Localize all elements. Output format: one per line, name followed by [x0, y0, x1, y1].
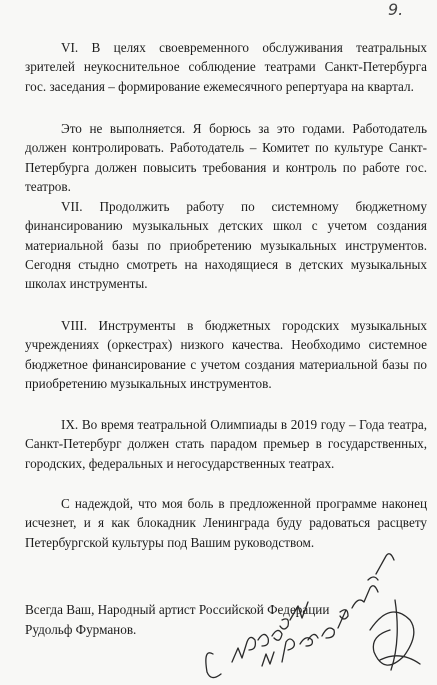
paragraph-section-viii: VIII. Инструменты в бюджетных городских музыкальных учреждениях (оркестрах) низкого качества. Необходимо системное бюджетное финансирование с учетом создания материальной базы по приобретению музыкальных инструментов.: [25, 318, 427, 391]
paragraph-comment: Это не выполняется. Я борюсь за это годами. Работодатель должен контролировать. Работодатель – Комитет по культуре Санкт-Петербурга должен повысить требования и контроль по работе гос. театров.: [25, 121, 427, 194]
page-number: 9.: [388, 0, 404, 19]
paragraph-section-vi: VI. В целях своевременного обслуживания театральных зрителей неукоснительное соблюдение театрами Санкт-Петербурга гос. заседания – формирование ежемесячного репертуара на квартал.: [25, 40, 427, 94]
paragraph-section-vii: VII. Продолжить работу по системному бюджетному финансированию музыкальных детских школ с учетом создания материальной базы по приобретению музыкальных инструментов. Сегодня стыдно смотреть на находящиеся в детских музыкальных школах инструменты.: [25, 199, 427, 292]
closing-line: Всегда Ваш, Народный артист Российской Федерации: [25, 602, 330, 617]
paragraph-hope: С надеждой, что моя боль в предложенной программе наконец исчезнет, и я как блокадник Ленинграда буду радоваться расцвету Петербургской культуры под Вашим руководством.: [25, 496, 427, 550]
signer-name: Рудольф Фурманов.: [25, 622, 137, 637]
closing-signature-block: [25, 600, 435, 640]
paragraph-section-ix: IX. Во время театральной Олимпиады в 2019 году – Года театра, Санкт-Петербург должен стать парадом премьер в государственных, городских, федеральных и негосударственных театрах.: [25, 417, 427, 471]
